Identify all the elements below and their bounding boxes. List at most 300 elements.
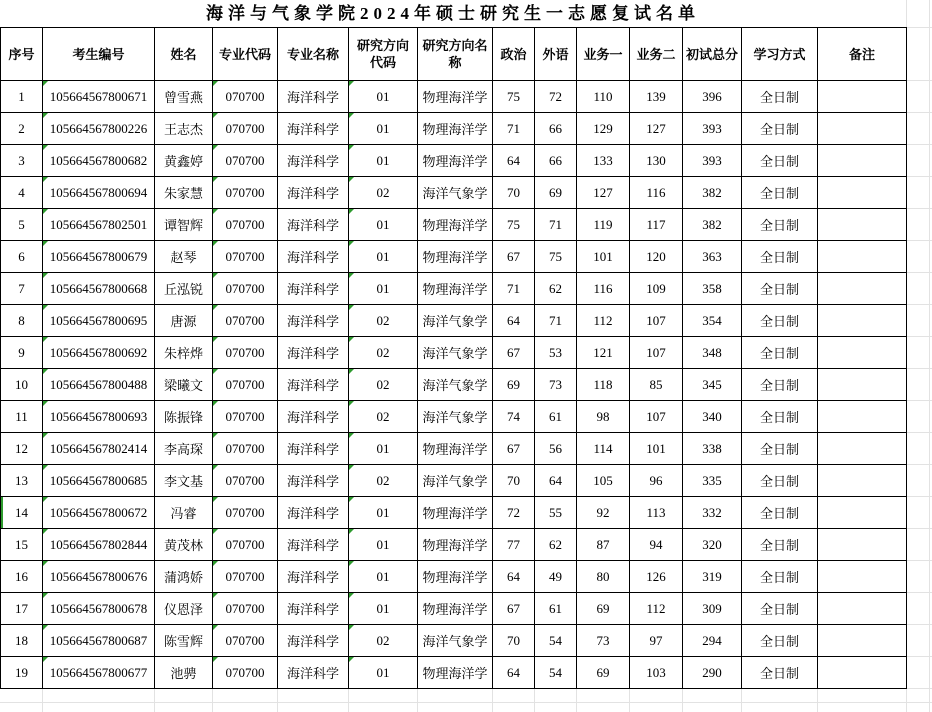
cell-subject2-score[interactable]: 103	[630, 657, 683, 689]
cell-subject1-score[interactable]: 112	[577, 305, 630, 337]
cell-seq[interactable]: 10	[1, 369, 43, 401]
cell-seq[interactable]: 17	[1, 593, 43, 625]
cell-direction-name[interactable]: 物理海洋学	[418, 497, 493, 529]
cell-seq[interactable]: 4	[1, 177, 43, 209]
cell-candidate-id[interactable]: 105664567800693	[43, 401, 155, 433]
cell-remark[interactable]	[818, 657, 907, 689]
table-row	[1, 209, 907, 241]
cell-remark[interactable]	[818, 529, 907, 561]
header-row	[1, 28, 907, 81]
cell-direction-name[interactable]: 物理海洋学	[418, 529, 493, 561]
cell-name[interactable]: 李文基	[155, 465, 213, 497]
cell-subject1-score[interactable]: 127	[577, 177, 630, 209]
cell-major-code[interactable]: 070700	[213, 529, 278, 561]
cell-remark[interactable]	[818, 81, 907, 113]
cell-candidate-id[interactable]: 105664567800676	[43, 561, 155, 593]
cell-foreign-language-score[interactable]: 72	[535, 81, 577, 113]
cell-politics-score[interactable]: 71	[493, 273, 535, 305]
cell-remark[interactable]	[818, 305, 907, 337]
cell-major-name[interactable]: 海洋科学	[278, 625, 349, 657]
cell-subject1-score[interactable]: 121	[577, 337, 630, 369]
cell-subject2-score[interactable]: 107	[630, 401, 683, 433]
cell-subject1-score[interactable]: 73	[577, 625, 630, 657]
cell-foreign-language-score[interactable]: 56	[535, 433, 577, 465]
cell-major-code[interactable]: 070700	[213, 593, 278, 625]
cell-subject1-score[interactable]: 114	[577, 433, 630, 465]
cell-study-mode[interactable]: 全日制	[742, 657, 818, 689]
cell-major-code[interactable]: 070700	[213, 241, 278, 273]
table-row	[1, 273, 907, 305]
cell-direction-name[interactable]: 物理海洋学	[418, 593, 493, 625]
cell-major-code[interactable]: 070700	[213, 337, 278, 369]
cell-name[interactable]: 唐源	[155, 305, 213, 337]
cell-subject1-score[interactable]: 133	[577, 145, 630, 177]
cell-total-score[interactable]: 358	[683, 273, 742, 305]
cell-name[interactable]: 池骋	[155, 657, 213, 689]
cell-major-name[interactable]: 海洋科学	[278, 81, 349, 113]
cell-total-score[interactable]: 363	[683, 241, 742, 273]
cell-total-score[interactable]: 320	[683, 529, 742, 561]
cell-major-code[interactable]: 070700	[213, 465, 278, 497]
table-row	[1, 465, 907, 497]
table-row	[1, 433, 907, 465]
cell-direction-code[interactable]: 01	[349, 241, 418, 273]
cell-major-code[interactable]: 070700	[213, 145, 278, 177]
header-seq[interactable]: 序号	[1, 28, 43, 81]
table-row	[1, 113, 907, 145]
cell-seq[interactable]: 8	[1, 305, 43, 337]
cell-direction-name[interactable]: 物理海洋学	[418, 209, 493, 241]
cell-direction-name[interactable]: 物理海洋学	[418, 241, 493, 273]
table-row	[1, 561, 907, 593]
cell-major-name[interactable]: 海洋科学	[278, 401, 349, 433]
cell-candidate-id[interactable]: 105664567800685	[43, 465, 155, 497]
header-name[interactable]: 姓名	[155, 28, 213, 81]
cell-major-code[interactable]: 070700	[213, 273, 278, 305]
cell-direction-name[interactable]: 物理海洋学	[418, 81, 493, 113]
cell-direction-code[interactable]: 01	[349, 145, 418, 177]
cell-direction-code[interactable]: 02	[349, 401, 418, 433]
cell-candidate-id[interactable]: 105664567800672	[43, 497, 155, 529]
header-candidate-id[interactable]: 考生编号	[43, 28, 155, 81]
cell-seq[interactable]: 12	[1, 433, 43, 465]
cell-name[interactable]: 黄鑫婷	[155, 145, 213, 177]
cell-direction-name[interactable]: 海洋气象学	[418, 401, 493, 433]
cell-foreign-language-score[interactable]: 54	[535, 657, 577, 689]
cell-name[interactable]: 陈振锋	[155, 401, 213, 433]
cell-direction-code[interactable]: 02	[349, 177, 418, 209]
cell-total-score[interactable]: 393	[683, 113, 742, 145]
cell-study-mode[interactable]: 全日制	[742, 497, 818, 529]
cell-subject2-score[interactable]: 107	[630, 337, 683, 369]
cell-foreign-language-score[interactable]: 73	[535, 369, 577, 401]
cell-candidate-id[interactable]: 105664567802844	[43, 529, 155, 561]
cell-major-name[interactable]: 海洋科学	[278, 369, 349, 401]
cell-direction-name[interactable]: 物理海洋学	[418, 433, 493, 465]
cell-politics-score[interactable]: 67	[493, 241, 535, 273]
cell-subject1-score[interactable]: 118	[577, 369, 630, 401]
cell-foreign-language-score[interactable]: 71	[535, 305, 577, 337]
cell-major-name[interactable]: 海洋科学	[278, 273, 349, 305]
cell-seq[interactable]: 16	[1, 561, 43, 593]
cell-politics-score[interactable]: 70	[493, 625, 535, 657]
cell-foreign-language-score[interactable]: 61	[535, 593, 577, 625]
cell-politics-score[interactable]: 70	[493, 465, 535, 497]
cell-subject1-score[interactable]: 105	[577, 465, 630, 497]
cell-major-code[interactable]: 070700	[213, 209, 278, 241]
cell-name[interactable]: 赵琴	[155, 241, 213, 273]
cell-direction-code[interactable]: 01	[349, 81, 418, 113]
cell-subject2-score[interactable]: 117	[630, 209, 683, 241]
cell-foreign-language-score[interactable]: 49	[535, 561, 577, 593]
cell-subject2-score[interactable]: 127	[630, 113, 683, 145]
cell-major-code[interactable]: 070700	[213, 657, 278, 689]
cell-major-name[interactable]: 海洋科学	[278, 337, 349, 369]
header-study-mode[interactable]: 学习方式	[742, 28, 818, 81]
cell-study-mode[interactable]: 全日制	[742, 625, 818, 657]
cell-candidate-id[interactable]: 105664567800679	[43, 241, 155, 273]
cell-seq[interactable]: 1	[1, 81, 43, 113]
cell-subject2-score[interactable]: 96	[630, 465, 683, 497]
cell-direction-name[interactable]: 海洋气象学	[418, 369, 493, 401]
table-row	[1, 529, 907, 561]
cell-direction-code[interactable]: 01	[349, 497, 418, 529]
cell-study-mode[interactable]: 全日制	[742, 81, 818, 113]
cell-politics-score[interactable]: 75	[493, 209, 535, 241]
cell-direction-name[interactable]: 海洋气象学	[418, 177, 493, 209]
cell-politics-score[interactable]: 67	[493, 337, 535, 369]
cell-politics-score[interactable]: 74	[493, 401, 535, 433]
cell-remark[interactable]	[818, 401, 907, 433]
cell-total-score[interactable]: 382	[683, 209, 742, 241]
cell-subject2-score[interactable]: 130	[630, 145, 683, 177]
cell-subject2-score[interactable]: 107	[630, 305, 683, 337]
cell-remark[interactable]	[818, 465, 907, 497]
cell-name[interactable]: 朱梓烨	[155, 337, 213, 369]
cell-politics-score[interactable]: 64	[493, 657, 535, 689]
cell-candidate-id[interactable]: 105664567802501	[43, 209, 155, 241]
cell-remark[interactable]	[818, 337, 907, 369]
cell-total-score[interactable]: 332	[683, 497, 742, 529]
cell-study-mode[interactable]: 全日制	[742, 433, 818, 465]
cell-politics-score[interactable]: 64	[493, 561, 535, 593]
cell-foreign-language-score[interactable]: 69	[535, 177, 577, 209]
cell-name[interactable]: 蒲鸿娇	[155, 561, 213, 593]
table-row	[1, 337, 907, 369]
cell-major-code[interactable]: 070700	[213, 177, 278, 209]
cell-total-score[interactable]: 290	[683, 657, 742, 689]
cell-total-score[interactable]: 309	[683, 593, 742, 625]
cell-total-score[interactable]: 294	[683, 625, 742, 657]
cell-direction-code[interactable]: 01	[349, 593, 418, 625]
cell-seq[interactable]: 9	[1, 337, 43, 369]
cell-total-score[interactable]: 382	[683, 177, 742, 209]
cell-name[interactable]: 谭智辉	[155, 209, 213, 241]
cell-major-name[interactable]: 海洋科学	[278, 561, 349, 593]
cell-major-code[interactable]: 070700	[213, 625, 278, 657]
cell-remark[interactable]	[818, 369, 907, 401]
cell-candidate-id[interactable]: 105664567800695	[43, 305, 155, 337]
cell-study-mode[interactable]: 全日制	[742, 113, 818, 145]
cell-foreign-language-score[interactable]: 61	[535, 401, 577, 433]
cell-subject1-score[interactable]: 129	[577, 113, 630, 145]
cell-politics-score[interactable]: 64	[493, 145, 535, 177]
cell-study-mode[interactable]: 全日制	[742, 561, 818, 593]
cell-study-mode[interactable]: 全日制	[742, 305, 818, 337]
cell-study-mode[interactable]: 全日制	[742, 241, 818, 273]
cell-foreign-language-score[interactable]: 66	[535, 113, 577, 145]
cell-foreign-language-score[interactable]: 55	[535, 497, 577, 529]
cell-name[interactable]: 梁曦文	[155, 369, 213, 401]
cell-seq[interactable]: 6	[1, 241, 43, 273]
cell-foreign-language-score[interactable]: 62	[535, 529, 577, 561]
cell-major-code[interactable]: 070700	[213, 433, 278, 465]
cell-remark[interactable]	[818, 209, 907, 241]
cell-candidate-id[interactable]: 105664567800226	[43, 113, 155, 145]
cell-total-score[interactable]: 319	[683, 561, 742, 593]
cell-direction-code[interactable]: 02	[349, 337, 418, 369]
cell-name[interactable]: 黄茂林	[155, 529, 213, 561]
cell-seq[interactable]: 11	[1, 401, 43, 433]
cell-subject1-score[interactable]: 116	[577, 273, 630, 305]
cell-subject1-score[interactable]: 110	[577, 81, 630, 113]
cell-seq[interactable]: 2	[1, 113, 43, 145]
cell-subject2-score[interactable]: 112	[630, 593, 683, 625]
table-row	[1, 657, 907, 689]
roster-table	[0, 27, 907, 689]
cell-major-name[interactable]: 海洋科学	[278, 497, 349, 529]
cell-remark[interactable]	[818, 593, 907, 625]
cell-direction-name[interactable]: 物理海洋学	[418, 273, 493, 305]
table-row	[1, 305, 907, 337]
cell-seq[interactable]: 15	[1, 529, 43, 561]
cell-study-mode[interactable]: 全日制	[742, 465, 818, 497]
cell-seq[interactable]: 13	[1, 465, 43, 497]
cell-total-score[interactable]: 335	[683, 465, 742, 497]
cell-major-name[interactable]: 海洋科学	[278, 113, 349, 145]
cell-candidate-id[interactable]: 105664567800677	[43, 657, 155, 689]
cell-foreign-language-score[interactable]: 75	[535, 241, 577, 273]
cell-study-mode[interactable]: 全日制	[742, 177, 818, 209]
cell-direction-name[interactable]: 海洋气象学	[418, 337, 493, 369]
cell-direction-name[interactable]: 海洋气象学	[418, 305, 493, 337]
table-row	[1, 177, 907, 209]
cell-total-score[interactable]: 348	[683, 337, 742, 369]
cell-major-name[interactable]: 海洋科学	[278, 241, 349, 273]
cell-name[interactable]: 仪恩泽	[155, 593, 213, 625]
cell-name[interactable]: 朱家慧	[155, 177, 213, 209]
cell-politics-score[interactable]: 75	[493, 81, 535, 113]
cell-name[interactable]: 王志杰	[155, 113, 213, 145]
header-foreign-language[interactable]: 外语	[535, 28, 577, 81]
cell-subject1-score[interactable]: 69	[577, 657, 630, 689]
cell-direction-code[interactable]: 01	[349, 561, 418, 593]
table-row	[1, 81, 907, 113]
cell-direction-code[interactable]: 02	[349, 305, 418, 337]
cell-direction-code[interactable]: 02	[349, 625, 418, 657]
cell-direction-code[interactable]: 01	[349, 113, 418, 145]
cell-foreign-language-score[interactable]: 62	[535, 273, 577, 305]
cell-total-score[interactable]: 338	[683, 433, 742, 465]
header-direction-name[interactable]: 研究方向名称	[418, 28, 493, 81]
cell-candidate-id[interactable]: 105664567800668	[43, 273, 155, 305]
cell-major-name[interactable]: 海洋科学	[278, 209, 349, 241]
cell-seq[interactable]: 3	[1, 145, 43, 177]
cell-name[interactable]: 丘泓锐	[155, 273, 213, 305]
cell-subject1-score[interactable]: 92	[577, 497, 630, 529]
table-row	[1, 497, 907, 529]
header-major-name[interactable]: 专业名称	[278, 28, 349, 81]
cell-candidate-id[interactable]: 105664567800488	[43, 369, 155, 401]
cell-study-mode[interactable]: 全日制	[742, 529, 818, 561]
cell-major-code[interactable]: 070700	[213, 497, 278, 529]
cell-direction-name[interactable]: 物理海洋学	[418, 113, 493, 145]
cell-major-name[interactable]: 海洋科学	[278, 529, 349, 561]
cell-name[interactable]: 曾雪燕	[155, 81, 213, 113]
cell-total-score[interactable]: 340	[683, 401, 742, 433]
cell-candidate-id[interactable]: 105664567800682	[43, 145, 155, 177]
cell-candidate-id[interactable]: 105664567802414	[43, 433, 155, 465]
cell-major-name[interactable]: 海洋科学	[278, 465, 349, 497]
cell-foreign-language-score[interactable]: 71	[535, 209, 577, 241]
cell-seq[interactable]: 5	[1, 209, 43, 241]
cell-subject2-score[interactable]: 85	[630, 369, 683, 401]
cell-subject2-score[interactable]: 109	[630, 273, 683, 305]
cell-seq[interactable]: 7	[1, 273, 43, 305]
cell-politics-score[interactable]: 72	[493, 497, 535, 529]
cell-seq[interactable]: 18	[1, 625, 43, 657]
cell-candidate-id[interactable]: 105664567800671	[43, 81, 155, 113]
cell-subject2-score[interactable]: 126	[630, 561, 683, 593]
cell-study-mode[interactable]: 全日制	[742, 337, 818, 369]
cell-major-name[interactable]: 海洋科学	[278, 305, 349, 337]
cell-subject1-score[interactable]: 119	[577, 209, 630, 241]
cell-subject2-score[interactable]: 120	[630, 241, 683, 273]
cell-name[interactable]: 李高琛	[155, 433, 213, 465]
cell-major-code[interactable]: 070700	[213, 561, 278, 593]
cell-subject1-score[interactable]: 101	[577, 241, 630, 273]
cell-direction-code[interactable]: 02	[349, 369, 418, 401]
cell-subject1-score[interactable]: 80	[577, 561, 630, 593]
cell-total-score[interactable]: 345	[683, 369, 742, 401]
cell-subject1-score[interactable]: 69	[577, 593, 630, 625]
cell-major-code[interactable]: 070700	[213, 305, 278, 337]
cell-politics-score[interactable]: 69	[493, 369, 535, 401]
cell-subject2-score[interactable]: 139	[630, 81, 683, 113]
cell-direction-code[interactable]: 01	[349, 657, 418, 689]
header-politics[interactable]: 政治	[493, 28, 535, 81]
cell-politics-score[interactable]: 70	[493, 177, 535, 209]
cell-politics-score[interactable]: 67	[493, 593, 535, 625]
cell-total-score[interactable]: 393	[683, 145, 742, 177]
cell-subject1-score[interactable]: 87	[577, 529, 630, 561]
cell-name[interactable]: 陈雪辉	[155, 625, 213, 657]
cell-direction-name[interactable]: 海洋气象学	[418, 465, 493, 497]
table-row	[1, 625, 907, 657]
cell-major-code[interactable]: 070700	[213, 113, 278, 145]
cell-foreign-language-score[interactable]: 54	[535, 625, 577, 657]
cell-direction-name[interactable]: 物理海洋学	[418, 145, 493, 177]
cell-direction-name[interactable]: 海洋气象学	[418, 625, 493, 657]
cell-candidate-id[interactable]: 105664567800692	[43, 337, 155, 369]
cell-remark[interactable]	[818, 273, 907, 305]
cell-politics-score[interactable]: 71	[493, 113, 535, 145]
cell-remark[interactable]	[818, 113, 907, 145]
cell-subject1-score[interactable]: 98	[577, 401, 630, 433]
cell-direction-code[interactable]: 02	[349, 465, 418, 497]
cell-study-mode[interactable]: 全日制	[742, 593, 818, 625]
cell-candidate-id[interactable]: 105664567800687	[43, 625, 155, 657]
cell-direction-code[interactable]: 01	[349, 209, 418, 241]
cell-major-code[interactable]: 070700	[213, 401, 278, 433]
cell-major-name[interactable]: 海洋科学	[278, 145, 349, 177]
cell-total-score[interactable]: 354	[683, 305, 742, 337]
cell-study-mode[interactable]: 全日制	[742, 369, 818, 401]
cell-seq[interactable]: 19	[1, 657, 43, 689]
cell-major-name[interactable]: 海洋科学	[278, 433, 349, 465]
cell-total-score[interactable]: 396	[683, 81, 742, 113]
cell-remark[interactable]	[818, 433, 907, 465]
cell-direction-code[interactable]: 01	[349, 433, 418, 465]
cell-study-mode[interactable]: 全日制	[742, 401, 818, 433]
cell-study-mode[interactable]: 全日制	[742, 273, 818, 305]
cell-major-code[interactable]: 070700	[213, 369, 278, 401]
cell-remark[interactable]	[818, 177, 907, 209]
cell-politics-score[interactable]: 77	[493, 529, 535, 561]
cell-remark[interactable]	[818, 145, 907, 177]
cell-politics-score[interactable]: 67	[493, 433, 535, 465]
header-subject1[interactable]: 业务一	[577, 28, 630, 81]
cell-remark[interactable]	[818, 241, 907, 273]
cell-major-name[interactable]: 海洋科学	[278, 177, 349, 209]
cell-remark[interactable]	[818, 625, 907, 657]
cell-seq[interactable]: 14	[1, 497, 43, 529]
header-major-code[interactable]: 专业代码	[213, 28, 278, 81]
cell-direction-code[interactable]: 01	[349, 273, 418, 305]
cell-study-mode[interactable]: 全日制	[742, 209, 818, 241]
cell-foreign-language-score[interactable]: 64	[535, 465, 577, 497]
table-row	[1, 241, 907, 273]
cell-major-code[interactable]: 070700	[213, 81, 278, 113]
header-total-score[interactable]: 初试总分	[683, 28, 742, 81]
cell-candidate-id[interactable]: 105664567800678	[43, 593, 155, 625]
cell-subject2-score[interactable]: 97	[630, 625, 683, 657]
header-remark[interactable]: 备注	[818, 28, 907, 81]
cell-candidate-id[interactable]: 105664567800694	[43, 177, 155, 209]
cell-direction-code[interactable]: 01	[349, 529, 418, 561]
cell-politics-score[interactable]: 64	[493, 305, 535, 337]
cell-subject2-score[interactable]: 113	[630, 497, 683, 529]
cell-study-mode[interactable]: 全日制	[742, 145, 818, 177]
cell-subject2-score[interactable]: 101	[630, 433, 683, 465]
cell-name[interactable]: 冯睿	[155, 497, 213, 529]
header-subject2[interactable]: 业务二	[630, 28, 683, 81]
cell-foreign-language-score[interactable]: 66	[535, 145, 577, 177]
cell-subject2-score[interactable]: 94	[630, 529, 683, 561]
cell-direction-name[interactable]: 物理海洋学	[418, 561, 493, 593]
header-direction-code[interactable]: 研究方向代码	[349, 28, 418, 81]
cell-subject2-score[interactable]: 116	[630, 177, 683, 209]
table-row	[1, 369, 907, 401]
cell-direction-name[interactable]: 物理海洋学	[418, 657, 493, 689]
cell-major-name[interactable]: 海洋科学	[278, 593, 349, 625]
cell-remark[interactable]	[818, 561, 907, 593]
cell-foreign-language-score[interactable]: 53	[535, 337, 577, 369]
table-row	[1, 401, 907, 433]
table-row	[1, 145, 907, 177]
cell-remark[interactable]	[818, 497, 907, 529]
cell-major-name[interactable]: 海洋科学	[278, 657, 349, 689]
